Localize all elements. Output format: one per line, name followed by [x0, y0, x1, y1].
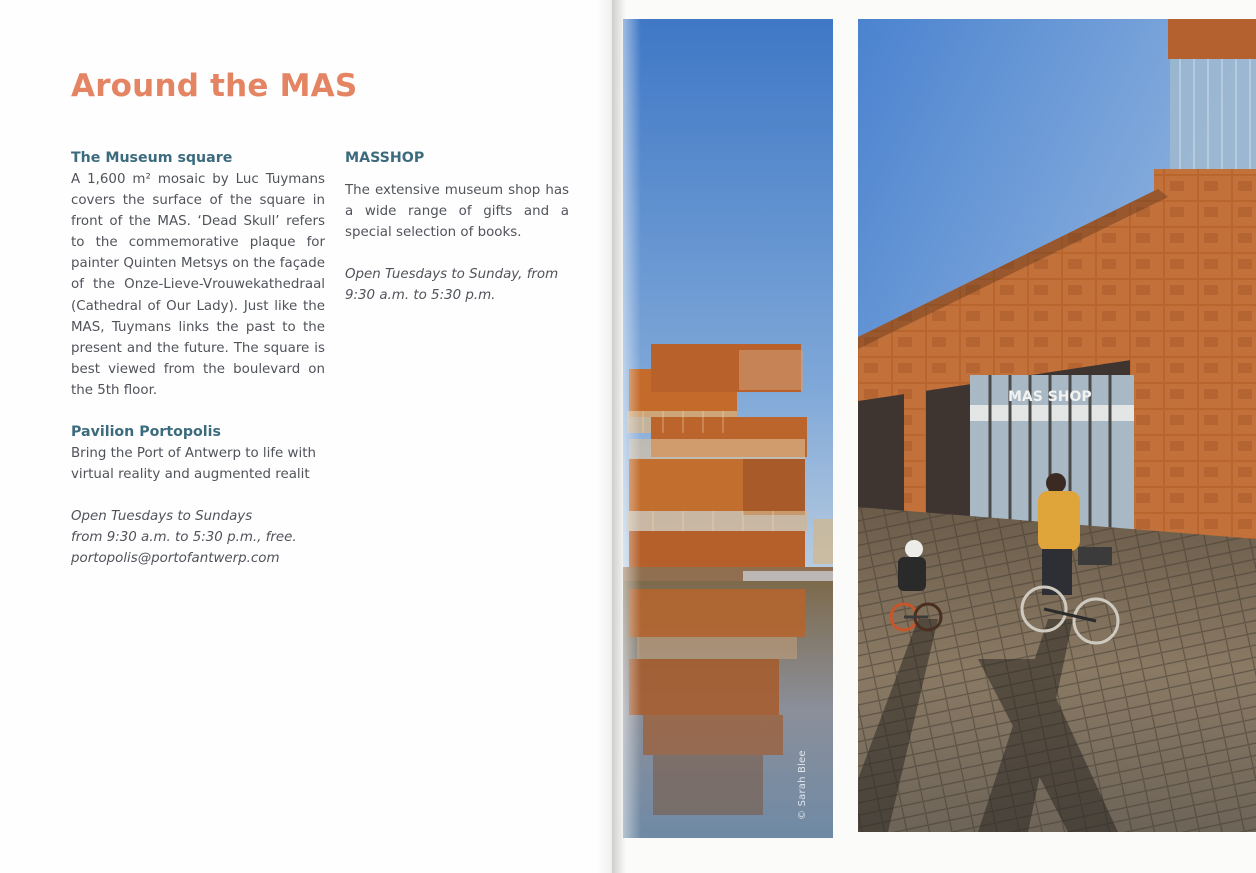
page-title: Around the MAS — [71, 68, 358, 104]
museum-square-text: A 1,600 m² mosaic by Luc Tuymans covers the surface of the square in front of the MAS. ‘Dead Skull’ refers to the commemorative plaque for painter Quinten Metsys on the façade of the Onze-Lieve-Vrouwekathedraal (Cathedral of Our Lady). Just like the MAS, Tuymans links the past to the present and the future. The square is best viewed from the boulevard on the 5th floor. — [71, 172, 325, 398]
masshop-text: The extensive museum shop has a wide range of gifts and a special selection of books. — [345, 183, 569, 241]
svg-text:MAS SHOP: MAS SHOP — [1008, 389, 1092, 405]
museum-square-heading: The Museum square — [71, 150, 233, 166]
pavilion-heading: Pavilion Portopolis — [71, 424, 221, 441]
left-column — [71, 148, 325, 570]
masshop-hours-line1: Open Tuesdays to Sunday, from — [345, 267, 559, 283]
mas-tower-image — [623, 19, 833, 838]
tower-blocks — [627, 344, 833, 567]
pavilion-hours-line2: from 9:30 a.m. to 5:30 p.m., free. — [71, 530, 297, 546]
photo-mas-shop — [858, 19, 1256, 832]
masshop-hours-line2: 9:30 a.m. to 5:30 p.m. — [345, 288, 496, 304]
pavilion-text: Bring the Port of Antwerp to life with virtual reality and augmented realit — [71, 446, 316, 483]
pavilion-email-link[interactable]: portopolis@portofantwerp.com — [71, 551, 280, 567]
right-column — [345, 148, 569, 306]
mas-shop-image — [858, 19, 1256, 832]
pavilion-hours-line1: Open Tuesdays to Sundays — [71, 509, 253, 525]
photo-mas-tower — [623, 19, 833, 838]
photo-credit: © Sarah Blee — [797, 750, 808, 820]
masshop-heading: MASSHOP — [345, 150, 425, 166]
